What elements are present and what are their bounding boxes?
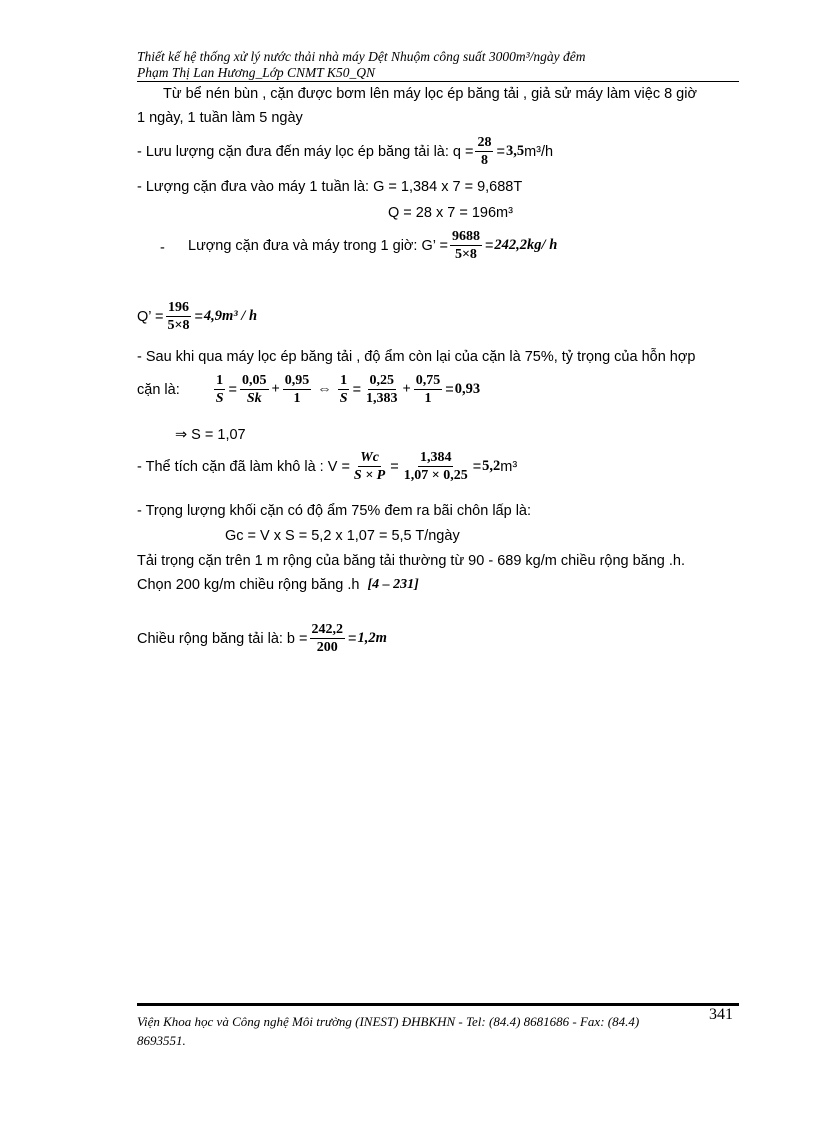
footer-line-1: Viện Khoa học và Công nghệ Môi trường (INEST) ĐHBKHN - Tel: (84.4) 8681686 - Fax: (84.4) [137,1014,640,1029]
density-frac-5-num: 0,25 [368,373,397,390]
volume-frac-2-den: 1,07 × 0,25 [403,468,468,484]
q2-label: Q’ = [137,308,164,325]
density-frac-1 [214,373,226,407]
load-reference: [4 – 231] [367,577,419,592]
q2-value: 4,9m³ / h [203,308,258,325]
width-equation [137,622,387,656]
volume-eq-2: = [472,458,482,475]
density-frac-5 [364,373,400,407]
density-equation [137,373,480,407]
volume-label: - Thể tích cặn đã làm khô là : V = [137,458,350,475]
footer-rule [137,1003,739,1006]
density-frac-5-den: 1,383 [366,391,398,407]
header-author: Phạm Thị Lan Hương_Lớp CNMT K50_QN [137,65,375,80]
q2-num: 196 [166,300,191,317]
intro-line-2: 1 ngày, 1 tuần làm 5 ngày [137,110,303,126]
density-plus-1: + [271,381,280,398]
density-iff: ⇔ [317,381,332,398]
density-frac-2-num: 0,05 [240,373,269,390]
week-line: - Lượng cặn đưa vào máy 1 tuần là: G = 1,384 x 7 = 9,688T [137,179,523,195]
volume-eq-1: = [390,458,399,475]
volume-frac-1-den: S × P [353,468,386,484]
density-frac-6 [414,373,443,407]
hour-label: Lượng cặn đưa và máy trong 1 giờ: G’ = [188,237,448,254]
density-frac-3-num: 0,95 [283,373,312,390]
volume-value: 5,2 [482,458,501,475]
after-press-line: - Sau khi qua máy lọc ép băng tải , độ ẩm còn lại của cặn là 75%, tỷ trọng của hỗn hợp [137,349,696,365]
volume-frac-2 [402,450,470,484]
intro-line-1: Từ bể nén bùn , cặn được bơm lên máy lọc ép băng tải , giả sử máy làm việc 8 giờ [163,86,697,102]
hour-fraction [450,229,482,263]
header-rule [137,81,739,82]
q2-fraction [165,300,191,334]
flow-label: - Lưu lượng cặn đưa đến máy lọc ép băng tải là: q = [137,143,474,160]
density-label: cặn là: [137,381,180,398]
density-plus-2: + [402,381,411,398]
load-line-2 [137,577,419,593]
density-frac-2-den: Sk [246,391,262,407]
density-frac-4-den: S [339,391,348,407]
volume-frac-2-num: 1,384 [418,450,454,467]
width-fraction [310,622,346,656]
mass-line: - Trọng lượng khối cặn có độ ẩm 75% đem ra bãi chôn lấp là: [137,503,532,519]
hour-equation [188,229,557,263]
flow-equation [137,135,553,169]
load-choice: Chọn 200 kg/m chiều rộng băng .h [137,577,360,593]
width-label: Chiều rộng băng tải là: b = [137,630,308,647]
q2-eq: = [194,308,203,325]
density-frac-4 [338,373,350,407]
density-frac-3 [283,373,312,407]
hour-eq: = [484,237,494,254]
density-eq-3: = [445,381,454,398]
width-eq: = [348,630,357,647]
volume-equation [137,450,517,484]
page-number: 341 [709,1006,733,1023]
week-q-line: Q = 28 x 7 = 196m³ [388,205,513,221]
hour-num: 9688 [450,229,482,246]
flow-fraction [475,135,493,169]
volume-frac-1-num: Wc [358,450,381,467]
density-value: 0,93 [454,381,481,398]
flow-value: 3,5 [505,143,525,160]
flow-eq: = [496,143,505,160]
volume-unit: m³ [500,458,518,475]
q2-den: 5×8 [167,318,190,334]
load-line-1: Tải trọng cặn trên 1 m rộng của băng tải thường từ 90 - 689 kg/m chiều rộng băng .h. [137,553,686,569]
density-eq-2: = [352,381,362,398]
density-frac-6-num: 0,75 [414,373,443,390]
flow-unit: m³/h [524,143,554,160]
density-frac-6-den: 1 [424,391,432,407]
mass-equation: Gc = V x S = 5,2 x 1,07 = 5,5 T/ngày [225,528,460,544]
density-frac-3-den: 1 [293,391,301,407]
density-frac-2 [240,373,269,407]
footer-line-2: 8693551. [137,1033,186,1048]
flow-num: 28 [475,135,493,152]
hour-dash: - [160,240,165,256]
width-den: 200 [316,640,338,656]
hour-den: 5×8 [454,247,477,263]
s-result: ⇒ S = 1,07 [175,427,246,443]
header-title: Thiết kế hệ thống xử lý nước thải nhà máy Dệt Nhuộm công suất 3000m³/ngày đêm [137,49,586,64]
flow-den: 8 [480,153,488,169]
hour-value: 242,2kg/ h [494,237,558,254]
density-frac-1-num: 1 [214,373,225,390]
width-value: 1,2m [357,630,387,647]
density-frac-4-num: 1 [338,373,349,390]
volume-frac-1 [352,450,387,484]
width-num: 242,2 [310,622,346,639]
q2-equation [137,300,257,334]
density-frac-1-den: S [215,391,224,407]
density-eq-1: = [228,381,237,398]
